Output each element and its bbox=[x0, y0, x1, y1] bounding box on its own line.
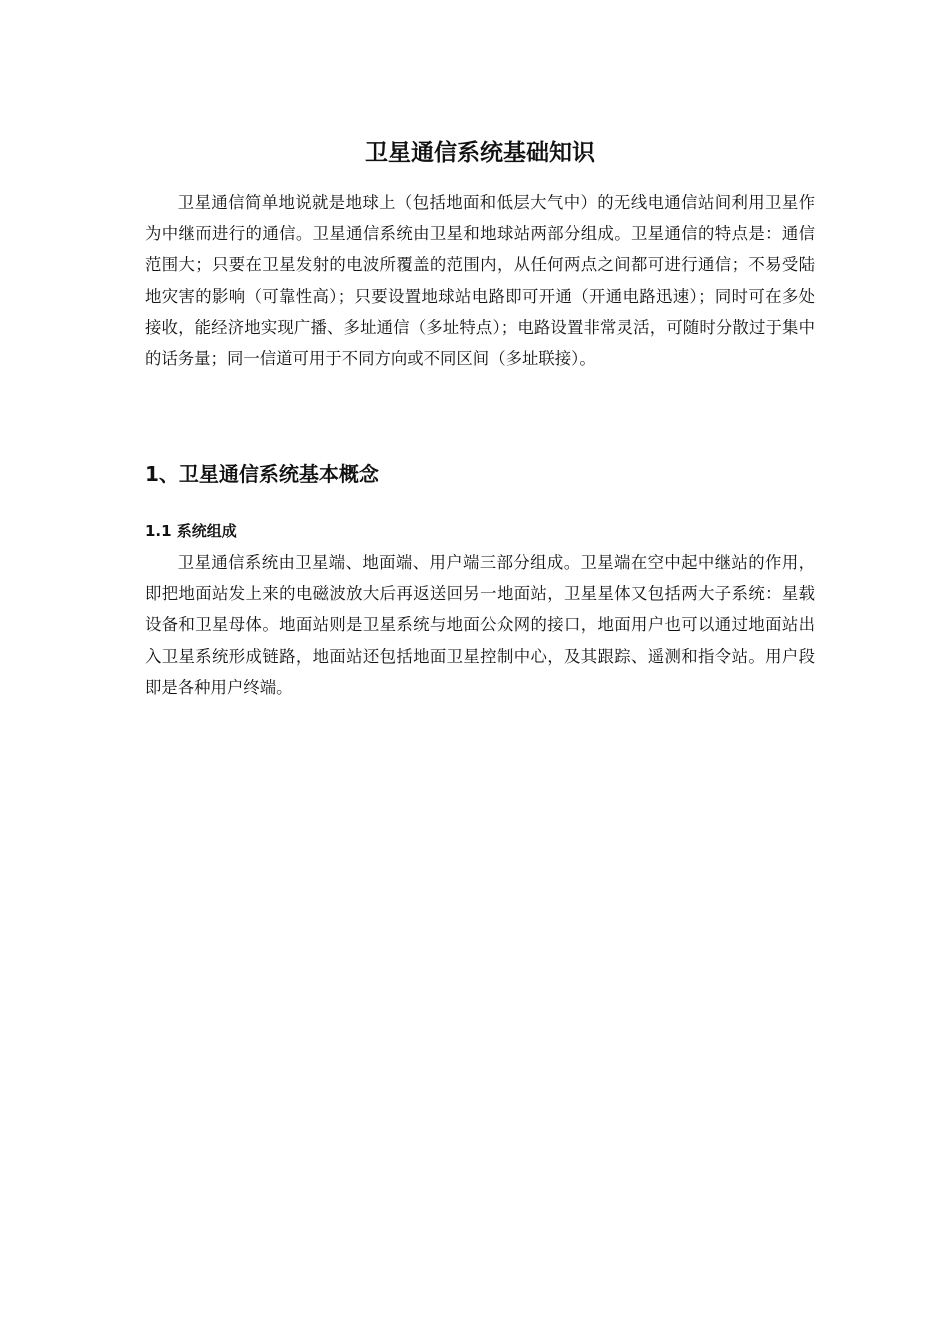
subsection-paragraph: 卫星通信系统由卫星端、地面端、用户端三部分组成。卫星端在空中起中继站的作用，即把地面站发上来的电磁波放大后再返送回另一地面站，卫星星体又包括两大子系统：星载设备和卫星母体。地面站则是卫星系统与地面公众网的接口，地面用户也可以通过地面站出入卫星系统形成链路，地面站还包括地面卫星控制中心，及其跟踪、遥测和指令站。用户段即是各种用户终端。 bbox=[145, 553, 815, 697]
section-heading: 1、卫星通信系统基本概念 bbox=[145, 462, 379, 486]
intro-paragraph: 卫星通信简单地说就是地球上（包括地面和低层大气中）的无线电通信站间利用卫星作为中继而进行的通信。卫星通信系统由卫星和地球站两部分组成。卫星通信的特点是：通信范围大；只要在卫星发射的电波所覆盖的范围内，从任何两点之间都可进行通信；不易受陆地灾害的影响（可靠性高）；只要设置地球站电路即可开通（开通电路迅速）；同时可在多处接收，能经济地实现广播、多址通信（多址特点）；电路设置非常灵活，可随时分散过于集中的话务量；同一信道可用于不同方向或不同区间（多址联接）。 bbox=[145, 193, 815, 369]
subsection-heading: 1.1 系统组成 bbox=[145, 522, 237, 540]
document-title: 卫星通信系统基础知识 bbox=[365, 139, 595, 166]
